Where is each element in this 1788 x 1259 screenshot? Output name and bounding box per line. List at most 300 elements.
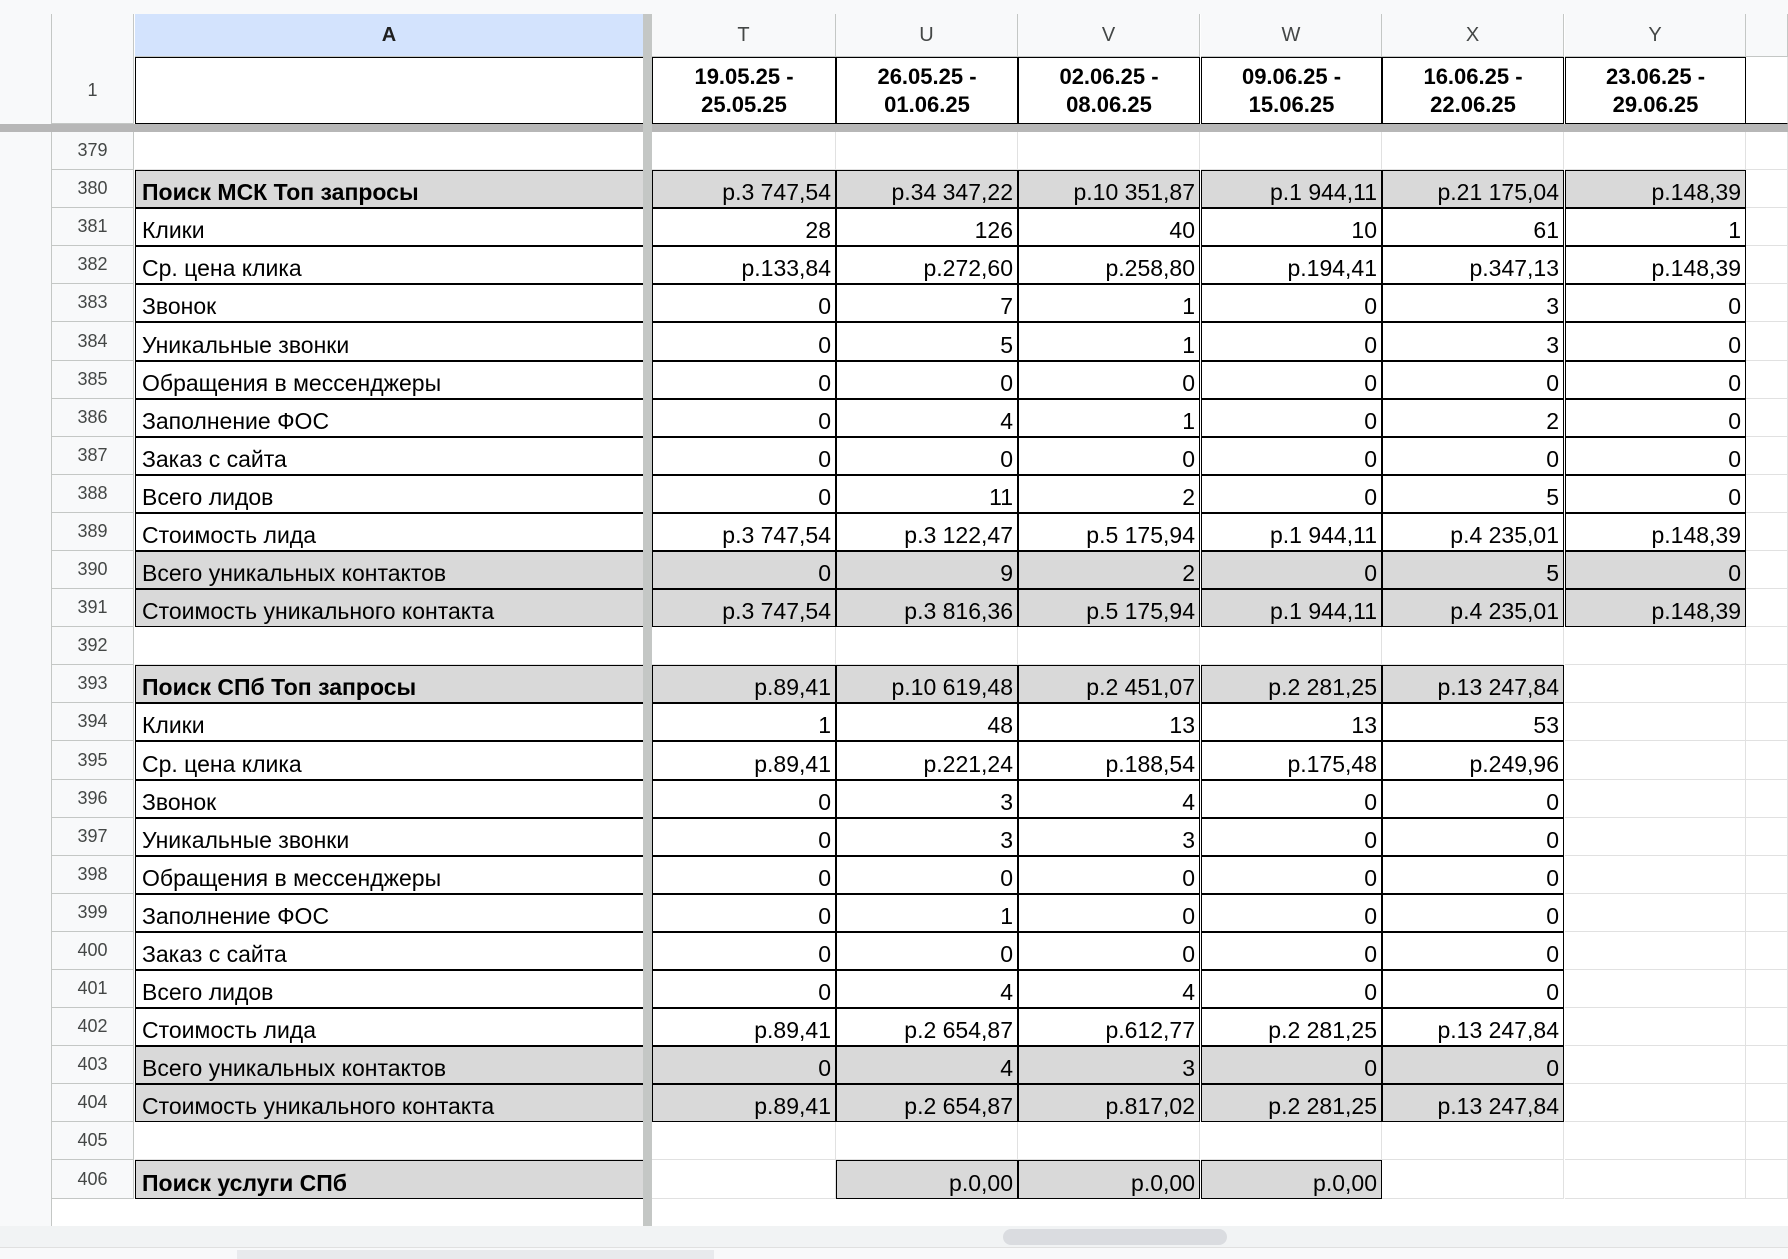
frozen-columns-divider xyxy=(643,399,652,437)
column-header-t[interactable]: T xyxy=(652,14,836,57)
row-header[interactable]: 405 xyxy=(52,1122,134,1160)
empty-cell[interactable] xyxy=(1746,322,1788,361)
empty-cell[interactable] xyxy=(1746,208,1788,246)
column-header-a[interactable]: A xyxy=(135,14,644,57)
value-cell[interactable]: 126 xyxy=(836,208,1018,246)
value-cell[interactable]: 0 xyxy=(652,970,836,1008)
value-cell[interactable]: 0 xyxy=(1382,856,1564,894)
value-cell[interactable] xyxy=(1565,703,1746,741)
value-cell[interactable]: 0 xyxy=(836,932,1018,970)
row-label-cell[interactable]: Стоимость уникального контакта xyxy=(135,589,644,627)
empty-cell[interactable] xyxy=(1746,818,1788,856)
row-header[interactable]: 387 xyxy=(52,437,134,475)
empty-cell[interactable] xyxy=(1746,894,1788,932)
value-cell[interactable] xyxy=(836,627,1018,665)
value-cell[interactable]: 0 xyxy=(1201,361,1382,399)
value-cell[interactable]: 0 xyxy=(1382,970,1564,1008)
empty-cell[interactable] xyxy=(1746,703,1788,741)
value-cell[interactable]: р.2 281,25 xyxy=(1201,1084,1382,1122)
value-cell[interactable]: р.21 175,04 xyxy=(1382,170,1564,208)
row-label-cell[interactable]: Обращения в мессенджеры xyxy=(135,361,644,399)
value-cell[interactable]: 0 xyxy=(836,361,1018,399)
value-cell[interactable]: 3 xyxy=(1382,284,1564,322)
row-header[interactable]: 383 xyxy=(52,284,134,322)
value-cell[interactable]: 0 xyxy=(1201,932,1382,970)
value-cell[interactable]: 0 xyxy=(1382,780,1564,818)
value-cell[interactable] xyxy=(836,1122,1018,1160)
column-header-y[interactable]: Y xyxy=(1565,14,1746,57)
value-cell[interactable]: р.13 247,84 xyxy=(1382,665,1564,703)
period-end: 29.06.25 xyxy=(1612,91,1699,117)
row-label-cell[interactable]: Стоимость лида xyxy=(135,513,644,551)
value-cell[interactable] xyxy=(1565,818,1746,856)
value-cell[interactable]: 0 xyxy=(652,551,836,589)
value-cell[interactable]: 11 xyxy=(836,475,1018,513)
value-cell[interactable]: 0 xyxy=(652,932,836,970)
value-cell[interactable]: р.175,48 xyxy=(1201,741,1382,780)
value-cell[interactable] xyxy=(1018,132,1200,170)
value-cell[interactable]: 0 xyxy=(1382,818,1564,856)
value-cell[interactable]: р.4 235,01 xyxy=(1382,513,1564,551)
value-cell[interactable]: 3 xyxy=(1018,818,1200,856)
empty-cell[interactable] xyxy=(1746,1008,1788,1046)
value-cell[interactable] xyxy=(1018,627,1200,665)
value-cell[interactable] xyxy=(1565,970,1746,1008)
value-cell[interactable]: 0 xyxy=(1201,322,1382,361)
value-cell[interactable]: 1 xyxy=(652,703,836,741)
row-header[interactable]: 394 xyxy=(52,703,134,741)
value-cell[interactable]: р.1 944,11 xyxy=(1201,170,1382,208)
value-cell[interactable]: 2 xyxy=(1018,475,1200,513)
period-start: 26.05.25 - xyxy=(877,63,977,89)
row-header[interactable]: 379 xyxy=(52,132,134,170)
value-cell[interactable]: р.2 451,07 xyxy=(1018,665,1200,703)
value-cell[interactable]: 4 xyxy=(836,1046,1018,1084)
value-cell[interactable]: 0 xyxy=(1382,932,1564,970)
value-cell[interactable] xyxy=(1382,627,1564,665)
value-cell[interactable] xyxy=(1565,132,1746,170)
value-cell[interactable]: 0 xyxy=(652,1046,836,1084)
value-cell[interactable]: 0 xyxy=(1565,475,1746,513)
value-cell[interactable]: 28 xyxy=(652,208,836,246)
value-cell[interactable] xyxy=(1565,780,1746,818)
row-header[interactable]: 380 xyxy=(52,170,134,208)
period-header[interactable] xyxy=(652,57,836,124)
row-label-cell[interactable]: Заказ с сайта xyxy=(135,932,644,970)
period-end: 22.06.25 xyxy=(1430,91,1516,117)
value-cell[interactable]: 0 xyxy=(1201,551,1382,589)
column-header-v[interactable]: V xyxy=(1018,14,1200,57)
empty-cell[interactable] xyxy=(1746,284,1788,322)
value-cell[interactable] xyxy=(1565,627,1746,665)
value-cell[interactable]: р.2 654,87 xyxy=(836,1008,1018,1046)
row-header[interactable]: 404 xyxy=(52,1084,134,1122)
period-header[interactable] xyxy=(1382,57,1564,124)
value-cell[interactable]: р.0,00 xyxy=(1018,1160,1200,1199)
value-cell[interactable]: 0 xyxy=(1382,894,1564,932)
row-header-1[interactable]: 1 xyxy=(52,57,134,124)
value-cell[interactable]: 13 xyxy=(1018,703,1200,741)
value-cell[interactable]: р.0,00 xyxy=(1201,1160,1382,1199)
value-cell[interactable]: р.3 816,36 xyxy=(836,589,1018,627)
row-label-cell[interactable]: Стоимость лида xyxy=(135,1008,644,1046)
empty-cell[interactable] xyxy=(1746,1160,1788,1199)
empty-cell[interactable] xyxy=(1746,1122,1788,1160)
empty-cell[interactable] xyxy=(1746,589,1788,627)
value-cell[interactable]: р.2 281,25 xyxy=(1201,665,1382,703)
value-cell[interactable]: р.3 747,54 xyxy=(652,513,836,551)
value-cell[interactable]: 4 xyxy=(1018,970,1200,1008)
frozen-columns-divider xyxy=(643,437,652,475)
row-label-cell[interactable]: Клики xyxy=(135,208,644,246)
value-cell[interactable]: 0 xyxy=(1565,551,1746,589)
frozen-columns-divider xyxy=(643,284,652,322)
value-cell[interactable]: 0 xyxy=(652,856,836,894)
value-cell[interactable]: 0 xyxy=(1565,399,1746,437)
column-header-u[interactable]: U xyxy=(836,14,1018,57)
value-cell[interactable] xyxy=(1565,741,1746,780)
empty-cell[interactable] xyxy=(1746,170,1788,208)
value-cell[interactable] xyxy=(1565,665,1746,703)
value-cell[interactable]: р.148,39 xyxy=(1565,513,1746,551)
value-cell[interactable]: 4 xyxy=(1018,780,1200,818)
value-cell[interactable] xyxy=(1565,1122,1746,1160)
row-label-cell[interactable]: Обращения в мессенджеры xyxy=(135,856,644,894)
empty-cell[interactable] xyxy=(1746,627,1788,665)
frozen-columns-divider xyxy=(643,932,652,970)
frozen-columns-divider xyxy=(643,1046,652,1084)
row-label-cell[interactable]: Всего лидов xyxy=(135,970,644,1008)
value-cell[interactable]: р.258,80 xyxy=(1018,246,1200,284)
row-header[interactable]: 382 xyxy=(52,246,134,284)
value-cell[interactable]: 0 xyxy=(1201,437,1382,475)
value-cell[interactable] xyxy=(1382,132,1564,170)
sheet-body xyxy=(0,132,1788,1226)
value-cell[interactable]: 3 xyxy=(1382,322,1564,361)
value-cell[interactable]: р.612,77 xyxy=(1018,1008,1200,1046)
row-label-cell[interactable]: Заказ с сайта xyxy=(135,437,644,475)
value-cell[interactable]: 0 xyxy=(1201,399,1382,437)
value-cell[interactable] xyxy=(652,1122,836,1160)
period-header[interactable] xyxy=(1565,57,1746,124)
value-cell[interactable]: 0 xyxy=(1201,780,1382,818)
period-end: 01.06.25 xyxy=(884,91,970,117)
row-header[interactable]: 396 xyxy=(52,780,134,818)
value-cell[interactable]: 3 xyxy=(1018,1046,1200,1084)
horizontal-scrollbar-thumb[interactable] xyxy=(1003,1229,1227,1245)
column-header-next[interactable] xyxy=(1746,14,1788,57)
value-cell[interactable]: 2 xyxy=(1382,399,1564,437)
frozen-columns-divider xyxy=(643,665,652,703)
frozen-rows-divider[interactable] xyxy=(0,124,1788,132)
value-cell[interactable]: 0 xyxy=(1018,932,1200,970)
value-cell[interactable]: р.148,39 xyxy=(1565,246,1746,284)
value-cell[interactable]: 10 xyxy=(1201,208,1382,246)
value-cell[interactable]: р.10 619,48 xyxy=(836,665,1018,703)
row-header[interactable]: 385 xyxy=(52,361,134,399)
value-cell[interactable]: 13 xyxy=(1201,703,1382,741)
value-cell[interactable]: р.3 122,47 xyxy=(836,513,1018,551)
frozen-columns-divider xyxy=(643,322,652,361)
value-cell[interactable]: 0 xyxy=(1018,856,1200,894)
value-cell[interactable]: 3 xyxy=(836,818,1018,856)
value-cell[interactable]: 1 xyxy=(1018,399,1200,437)
empty-cell[interactable] xyxy=(1746,665,1788,703)
value-cell[interactable]: р.13 247,84 xyxy=(1382,1008,1564,1046)
empty-cell[interactable] xyxy=(1746,246,1788,284)
value-cell[interactable] xyxy=(1201,627,1382,665)
empty-cell[interactable] xyxy=(1746,932,1788,970)
row-label-cell[interactable]: Всего уникальных контактов xyxy=(135,1046,644,1084)
value-cell[interactable] xyxy=(1565,1008,1746,1046)
empty-cell[interactable] xyxy=(1746,132,1788,170)
value-cell[interactable] xyxy=(1201,1122,1382,1160)
frozen-columns-divider xyxy=(643,970,652,1008)
value-cell[interactable]: р.221,24 xyxy=(836,741,1018,780)
row-header[interactable]: 403 xyxy=(52,1046,134,1084)
value-cell[interactable]: р.0,00 xyxy=(836,1160,1018,1199)
empty-cell[interactable] xyxy=(1746,437,1788,475)
value-cell[interactable]: 2 xyxy=(1018,551,1200,589)
frozen-columns-divider xyxy=(643,170,652,208)
value-cell[interactable] xyxy=(1565,1046,1746,1084)
row-label-cell[interactable]: Заполнение ФОС xyxy=(135,894,644,932)
value-cell[interactable] xyxy=(1565,894,1746,932)
period-start: 23.06.25 - xyxy=(1605,63,1706,89)
frozen-columns-divider xyxy=(643,741,652,780)
frozen-columns-divider xyxy=(643,894,652,932)
row-header[interactable]: 388 xyxy=(52,475,134,513)
value-cell[interactable]: р.10 351,87 xyxy=(1018,170,1200,208)
header-cell-next[interactable] xyxy=(1746,57,1788,124)
value-cell[interactable]: 0 xyxy=(1382,361,1564,399)
value-cell[interactable]: р.817,02 xyxy=(1018,1084,1200,1122)
row-header[interactable]: 381 xyxy=(52,208,134,246)
empty-cell[interactable] xyxy=(1746,551,1788,589)
value-cell[interactable] xyxy=(1565,932,1746,970)
frozen-columns-divider xyxy=(643,1122,652,1160)
empty-cell[interactable] xyxy=(1746,475,1788,513)
value-cell[interactable]: 0 xyxy=(836,856,1018,894)
row-header[interactable]: 395 xyxy=(52,741,134,780)
value-cell[interactable]: р.3 747,54 xyxy=(652,170,836,208)
row-header[interactable]: 397 xyxy=(52,818,134,856)
header-cell-a[interactable] xyxy=(135,57,644,124)
row-header[interactable]: 390 xyxy=(52,551,134,589)
empty-cell[interactable] xyxy=(1746,1046,1788,1084)
value-cell[interactable]: р.5 175,94 xyxy=(1018,513,1200,551)
value-cell[interactable]: 0 xyxy=(1565,361,1746,399)
value-cell[interactable] xyxy=(1565,856,1746,894)
row-label-cell[interactable]: Уникальные звонки xyxy=(135,322,644,361)
value-cell[interactable]: р.5 175,94 xyxy=(1018,589,1200,627)
empty-cell[interactable] xyxy=(1746,513,1788,551)
value-cell[interactable]: 4 xyxy=(836,970,1018,1008)
empty-cell[interactable] xyxy=(1746,780,1788,818)
value-cell[interactable] xyxy=(652,627,836,665)
value-cell[interactable] xyxy=(1565,1084,1746,1122)
period-start: 16.06.25 - xyxy=(1423,63,1523,89)
empty-cell[interactable] xyxy=(1746,1084,1788,1122)
value-cell[interactable]: р.148,39 xyxy=(1565,589,1746,627)
row-label-cell[interactable]: Поиск услуги СПб xyxy=(135,1160,644,1199)
sheet-tab-strip[interactable] xyxy=(237,1250,714,1259)
value-cell[interactable]: р.347,13 xyxy=(1382,246,1564,284)
value-cell[interactable]: 0 xyxy=(1565,284,1746,322)
value-cell[interactable]: 0 xyxy=(1201,818,1382,856)
value-cell[interactable]: 0 xyxy=(652,399,836,437)
value-cell[interactable]: 1 xyxy=(1018,284,1200,322)
value-cell[interactable]: 3 xyxy=(836,780,1018,818)
row-header[interactable]: 401 xyxy=(52,970,134,1008)
value-cell[interactable]: 0 xyxy=(1382,1046,1564,1084)
value-cell[interactable]: 0 xyxy=(652,284,836,322)
row-header[interactable]: 384 xyxy=(52,322,134,361)
period-header[interactable] xyxy=(1018,57,1200,124)
row-label-cell[interactable] xyxy=(135,1122,644,1160)
value-cell[interactable]: р.89,41 xyxy=(652,1084,836,1122)
period-header[interactable] xyxy=(836,57,1018,124)
period-start: 09.06.25 - xyxy=(1241,63,1342,89)
value-cell[interactable]: 5 xyxy=(1382,475,1564,513)
row-label-cell[interactable]: Клики xyxy=(135,703,644,741)
value-cell[interactable]: 0 xyxy=(652,322,836,361)
value-cell[interactable]: р.2 281,25 xyxy=(1201,1008,1382,1046)
row-label-cell[interactable]: Звонок xyxy=(135,284,644,322)
period-end: 08.06.25 xyxy=(1066,91,1152,117)
value-cell[interactable] xyxy=(1382,1160,1564,1199)
value-cell[interactable]: 1 xyxy=(1018,322,1200,361)
row-label-cell[interactable] xyxy=(135,627,644,665)
frozen-columns-divider xyxy=(643,703,652,741)
value-cell[interactable]: 0 xyxy=(1201,475,1382,513)
value-cell[interactable]: 40 xyxy=(1018,208,1200,246)
value-cell[interactable] xyxy=(1382,1122,1564,1160)
value-cell[interactable]: 0 xyxy=(1565,437,1746,475)
column-header-w[interactable]: W xyxy=(1201,14,1382,57)
value-cell[interactable]: 0 xyxy=(1201,970,1382,1008)
value-cell[interactable]: р.188,54 xyxy=(1018,741,1200,780)
row-header[interactable]: 399 xyxy=(52,894,134,932)
value-cell[interactable]: 0 xyxy=(652,818,836,856)
value-cell[interactable]: 0 xyxy=(652,437,836,475)
value-cell[interactable]: 0 xyxy=(1201,856,1382,894)
value-cell[interactable]: 1 xyxy=(836,894,1018,932)
value-cell[interactable]: 0 xyxy=(1201,894,1382,932)
value-cell[interactable]: р.272,60 xyxy=(836,246,1018,284)
row-label-cell[interactable]: Поиск СПб Топ запросы xyxy=(135,665,644,703)
row-header[interactable]: 392 xyxy=(52,627,134,665)
period-start: 02.06.25 - xyxy=(1059,63,1159,89)
value-cell[interactable]: р.133,84 xyxy=(652,246,836,284)
row-header[interactable]: 406 xyxy=(52,1160,134,1199)
frozen-columns-divider xyxy=(643,1008,652,1046)
value-cell[interactable]: 0 xyxy=(836,437,1018,475)
value-cell[interactable]: 0 xyxy=(1382,437,1564,475)
frozen-columns-divider xyxy=(643,246,652,284)
value-cell[interactable]: 48 xyxy=(836,703,1018,741)
row-label-cell[interactable]: Уникальные звонки xyxy=(135,818,644,856)
value-cell[interactable] xyxy=(652,1160,836,1199)
value-cell[interactable]: 0 xyxy=(1201,284,1382,322)
value-cell[interactable]: 0 xyxy=(652,780,836,818)
frozen-columns-divider xyxy=(643,132,652,170)
empty-cell[interactable] xyxy=(1746,741,1788,780)
row-label-cell[interactable]: Всего лидов xyxy=(135,475,644,513)
row-header[interactable]: 400 xyxy=(52,932,134,970)
value-cell[interactable]: р.1 944,11 xyxy=(1201,589,1382,627)
value-cell[interactable]: 0 xyxy=(1201,1046,1382,1084)
value-cell[interactable]: р.148,39 xyxy=(1565,170,1746,208)
row-label-cell[interactable]: Заполнение ФОС xyxy=(135,399,644,437)
frozen-columns-divider xyxy=(643,780,652,818)
row-header[interactable]: 389 xyxy=(52,513,134,551)
value-cell[interactable]: 7 xyxy=(836,284,1018,322)
row-label-cell[interactable]: Звонок xyxy=(135,780,644,818)
value-cell[interactable]: р.1 944,11 xyxy=(1201,513,1382,551)
value-cell[interactable]: 1 xyxy=(1565,208,1746,246)
row-label-cell[interactable]: Поиск МСК Топ запросы xyxy=(135,170,644,208)
value-cell[interactable]: 61 xyxy=(1382,208,1564,246)
row-header[interactable]: 402 xyxy=(52,1008,134,1046)
value-cell[interactable]: 0 xyxy=(652,361,836,399)
value-cell[interactable]: р.13 247,84 xyxy=(1382,1084,1564,1122)
value-cell[interactable]: 0 xyxy=(1565,322,1746,361)
value-cell[interactable]: р.34 347,22 xyxy=(836,170,1018,208)
value-cell[interactable]: 5 xyxy=(836,322,1018,361)
row-label-cell[interactable] xyxy=(135,132,644,170)
row-header[interactable]: 393 xyxy=(52,665,134,703)
empty-cell[interactable] xyxy=(1746,970,1788,1008)
period-header[interactable] xyxy=(1201,57,1382,124)
value-cell[interactable]: 4 xyxy=(836,399,1018,437)
row-header[interactable]: 386 xyxy=(52,399,134,437)
value-cell[interactable]: р.2 654,87 xyxy=(836,1084,1018,1122)
value-cell[interactable]: р.3 747,54 xyxy=(652,589,836,627)
column-header-x[interactable]: X xyxy=(1382,14,1564,57)
empty-cell[interactable] xyxy=(1746,399,1788,437)
value-cell[interactable]: 0 xyxy=(652,475,836,513)
value-cell[interactable]: р.89,41 xyxy=(652,1008,836,1046)
value-cell[interactable] xyxy=(1565,1160,1746,1199)
period-end: 15.06.25 xyxy=(1248,91,1335,117)
row-label-cell[interactable]: Ср. цена клика xyxy=(135,741,644,780)
value-cell[interactable]: р.249,96 xyxy=(1382,741,1564,780)
value-cell[interactable]: 9 xyxy=(836,551,1018,589)
value-cell[interactable]: р.89,41 xyxy=(652,741,836,780)
value-cell[interactable]: 0 xyxy=(1018,361,1200,399)
row-header[interactable]: 398 xyxy=(52,856,134,894)
row-label-cell[interactable]: Стоимость уникального контакта xyxy=(135,1084,644,1122)
value-cell[interactable]: 53 xyxy=(1382,703,1564,741)
value-cell[interactable]: 0 xyxy=(1018,437,1200,475)
value-cell[interactable]: р.4 235,01 xyxy=(1382,589,1564,627)
value-cell[interactable] xyxy=(1201,132,1382,170)
row-header[interactable]: 391 xyxy=(52,589,134,627)
value-cell[interactable]: р.89,41 xyxy=(652,665,836,703)
row-label-cell[interactable]: Всего уникальных контактов xyxy=(135,551,644,589)
value-cell[interactable]: 0 xyxy=(652,894,836,932)
value-cell[interactable]: р.194,41 xyxy=(1201,246,1382,284)
value-cell[interactable]: 0 xyxy=(1018,894,1200,932)
empty-cell[interactable] xyxy=(1746,856,1788,894)
value-cell[interactable] xyxy=(836,132,1018,170)
value-cell[interactable] xyxy=(1018,1122,1200,1160)
empty-cell[interactable] xyxy=(1746,361,1788,399)
value-cell[interactable] xyxy=(652,132,836,170)
value-cell[interactable]: 5 xyxy=(1382,551,1564,589)
row-label-cell[interactable]: Ср. цена клика xyxy=(135,246,644,284)
